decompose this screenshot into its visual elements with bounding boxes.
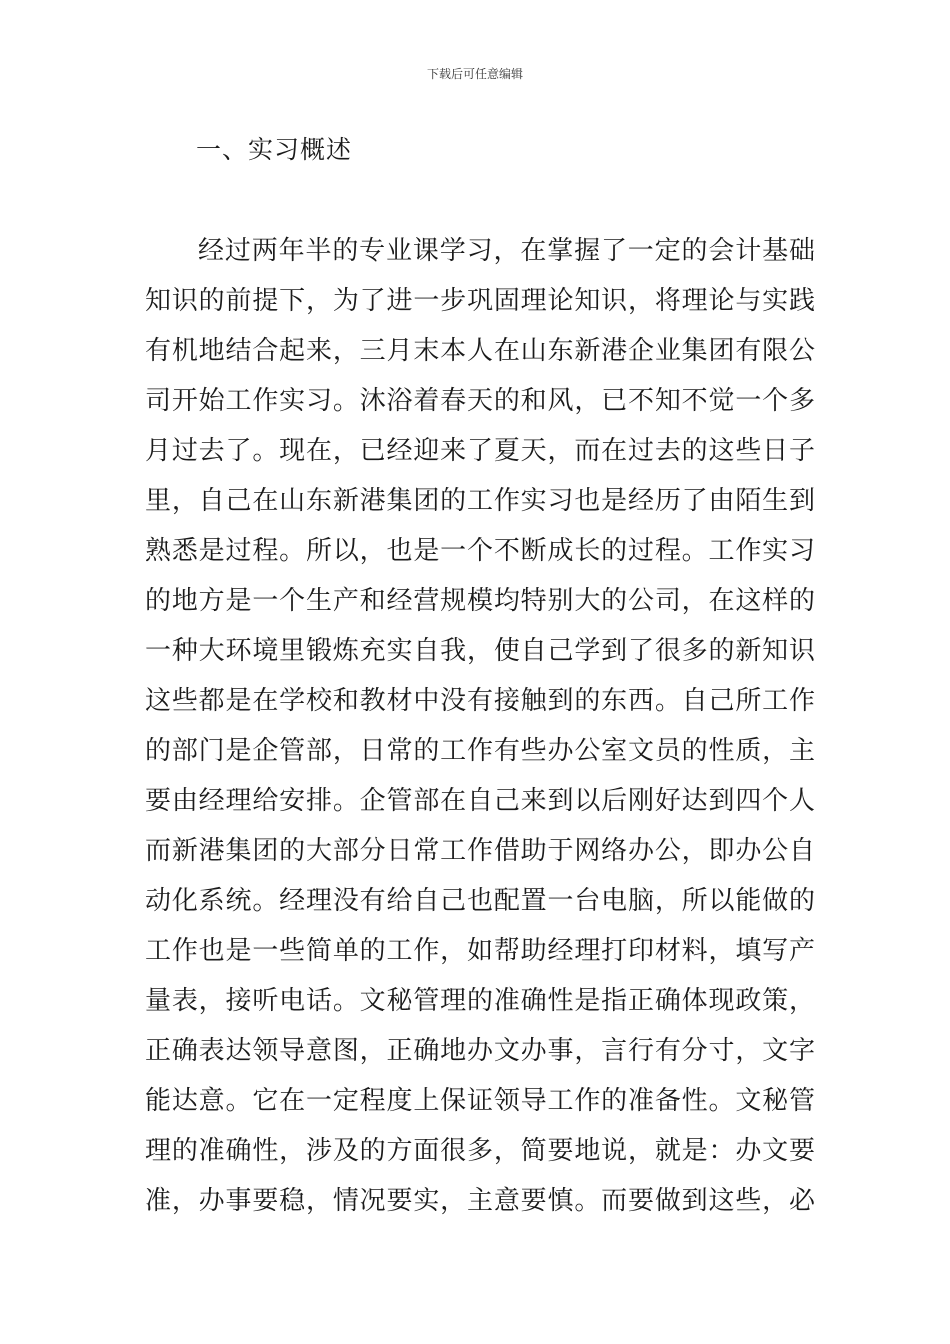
paragraph-line: 月过去了。现在，已经迎来了夏天，而在过去的这些日子: [145, 436, 815, 466]
paragraph-line: 一种大环境里锻炼充实自我，使自己学到了很多的新知识: [145, 636, 815, 666]
paragraph-line: 的部门是企管部，日常的工作有些办公室文员的性质，主: [145, 736, 815, 766]
paragraph-line: 有机地结合起来，三月末本人在山东新港企业集团有限公: [145, 336, 815, 366]
paragraph-line: 正确表达领导意图，正确地办文办事，言行有分寸，文字: [145, 1036, 815, 1066]
paragraph-line: 要由经理给安排。企管部在自己来到以后刚好达到四个人: [145, 786, 815, 816]
header-note: 下载后可任意编辑: [426, 67, 523, 81]
body-paragraph: [145, 226, 815, 1226]
paragraph-line: 能达意。它在一定程度上保证领导工作的准备性。文秘管: [145, 1086, 815, 1116]
paragraph-line: 动化系统。经理没有给自己也配置一台电脑，所以能做的: [145, 886, 815, 916]
section-title: 一、实习概述: [196, 135, 353, 164]
paragraph-line: 理的准确性，涉及的方面很多，简要地说，就是：办文要: [145, 1136, 815, 1166]
paragraph-line: 而新港集团的大部分日常工作借助于网络办公，即办公自: [145, 836, 815, 866]
paragraph-line: 量表，接听电话。文秘管理的准确性是指正确体现政策，: [145, 986, 815, 1016]
paragraph-line: 的地方是一个生产和经营规模均特别大的公司，在这样的: [145, 586, 815, 616]
paragraph-line: 工作也是一些简单的工作，如帮助经理打印材料，填写产: [145, 936, 815, 966]
paragraph-line: 里，自己在山东新港集团的工作实习也是经历了由陌生到: [145, 486, 815, 516]
paragraph-line: 准，办事要稳，情况要实，主意要慎。而要做到这些，必: [145, 1186, 815, 1216]
paragraph-line: 这些都是在学校和教材中没有接触到的东西。自己所工作: [145, 686, 815, 716]
paragraph-line: 经过两年半的专业课学习，在掌握了一定的会计基础: [198, 236, 815, 266]
paragraph-line: 熟悉是过程。所以，也是一个不断成长的过程。工作实习: [145, 536, 815, 566]
paragraph-line: 司开始工作实习。沐浴着春天的和风，已不知不觉一个多: [145, 386, 815, 416]
paragraph-line: 知识的前提下，为了进一步巩固理论知识，将理论与实践: [145, 286, 815, 316]
